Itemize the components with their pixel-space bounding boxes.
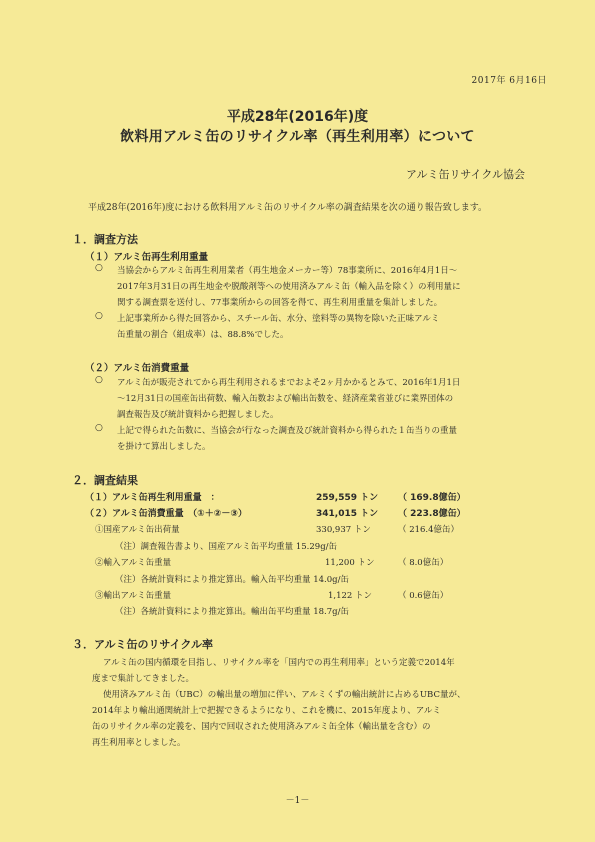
result-1-value: 259,559 トン <box>316 493 379 503</box>
s3-line5: 缶のリサイクル率の定義を、国内で回収された使用済みアルミ缶全体（輸出量を含む）の <box>92 722 431 732</box>
section-1-2-heading: （２）アルミ缶消費重量 <box>85 363 190 374</box>
s1-2-b1-line2: ～12月31日の国産缶出荷数、輸入缶数および輸出缶数を、経済産業省並びに業界団体の <box>117 394 454 404</box>
s1-1-b1-line2: 2017年3月31日の再生地金や脱酸剤等への使用済みアルミ缶（輸入品を除く）の利用量に <box>117 282 461 292</box>
s3-line1: アルミ缶の国内循環を目指し、リサイクル率を「国内での再生利用率」という定義で2014年 <box>103 658 455 668</box>
page-number: －1－ <box>285 796 310 806</box>
bullet-icon: ○ <box>95 311 103 321</box>
item-2-label: ②輸入アルミ缶重量 <box>95 558 172 568</box>
item-3-count: （ 0.6億缶） <box>398 591 449 601</box>
result-1-count: （ 169.8億缶） <box>398 493 466 503</box>
item-1-label: ①国産アルミ缶出荷量 <box>95 525 180 535</box>
s1-2-b1-line3: 調査報告及び統計資料から把握しました。 <box>117 410 279 420</box>
s1-2-b2-line2: を掛けて算出しました。 <box>117 442 211 452</box>
item-1-value: 330,937 トン <box>316 525 371 535</box>
item-2-count: （ 8.0億缶） <box>398 558 449 568</box>
section-3-heading: ３．アルミ缶のリサイクル率 <box>72 638 214 651</box>
item-2-note: （注）各統計資料により推定算出。輸入缶平均重量 14.0g/缶 <box>115 575 349 585</box>
item-1-count: （ 216.4億缶） <box>398 525 460 535</box>
bullet-icon: ○ <box>95 263 103 273</box>
title-line-2: 飲料用アルミ缶のリサイクル率（再生利用率）について <box>120 129 475 145</box>
bullet-icon: ○ <box>95 423 103 433</box>
item-2-value: 11,200 トン <box>325 558 375 568</box>
s3-line3: 使用済みアルミ缶（UBC）の輸出量の増加に伴い、アルミくずの輸出統計に占めるUBC量が、 <box>103 690 466 700</box>
s1-1-b1-line1: 当協会からアルミ缶再生利用業者（再生地金メーカー等）78事業所に、2016年4月1日～ <box>117 266 458 276</box>
result-2-value: 341,015 トン <box>316 509 379 519</box>
item-3-value: 1,122 トン <box>328 591 373 601</box>
item-3-note: （注）各統計資料により推定算出。輸出缶平均重量 18.7g/缶 <box>115 607 349 617</box>
organization-name: アルミ缶リサイクル協会 <box>405 168 525 181</box>
s1-1-b2-line1: 上記事業所から得た回答から、スチール缶、水分、塗料等の異物を除いた正味アルミ <box>117 314 440 324</box>
title-line-1: 平成28年(2016年)度 <box>226 109 369 125</box>
s3-line6: 再生利用率としました。 <box>92 738 186 748</box>
s1-1-b2-line2: 缶重量の割合（組成率）は、88.8%でした。 <box>117 330 289 340</box>
document-date: 2017年 6月16日 <box>471 76 547 86</box>
s1-2-b2-line1: 上記で得られた缶数に、当協会が行なった調査及び統計資料から得られた１缶当りの重量 <box>117 426 458 436</box>
s3-line2: 度まで集計してきました。 <box>92 674 195 684</box>
result-2-label: （２）アルミ缶消費重量 （①＋②－③） <box>85 509 248 519</box>
result-1-label: （１）アルミ缶再生利用重量 ： <box>85 493 220 503</box>
item-3-label: ③輸出アルミ缶重量 <box>95 591 172 601</box>
item-1-note: （注）調査報告書より、国産アルミ缶平均重量 15.29g/缶 <box>115 542 338 552</box>
result-2-count: （ 223.8億缶） <box>398 509 466 519</box>
intro-text: 平成28年(2016年)度における飲料用アルミ缶のリサイクル率の調査結果を次の通り報告致します。 <box>88 203 488 213</box>
section-2-heading: ２．調査結果 <box>72 474 138 487</box>
s1-2-b1-line1: アルミ缶が販売されてから再生利用されるまでおよそ2ヶ月かかるとみて、2016年1月1日 <box>117 378 461 388</box>
section-1-heading: １．調査方法 <box>72 233 138 246</box>
bullet-icon: ○ <box>95 375 103 385</box>
s3-line4: 2014年より輸出通関統計上で把握できるようになり、これを機に、2015年度より、アルミ <box>92 706 441 716</box>
s1-1-b1-line3: 関する調査票を送付し、77事業所からの回答を得て、再生利用重量を集計しました。 <box>117 298 443 308</box>
section-1-1-heading: （１）アルミ缶再生利用重量 <box>85 252 209 263</box>
